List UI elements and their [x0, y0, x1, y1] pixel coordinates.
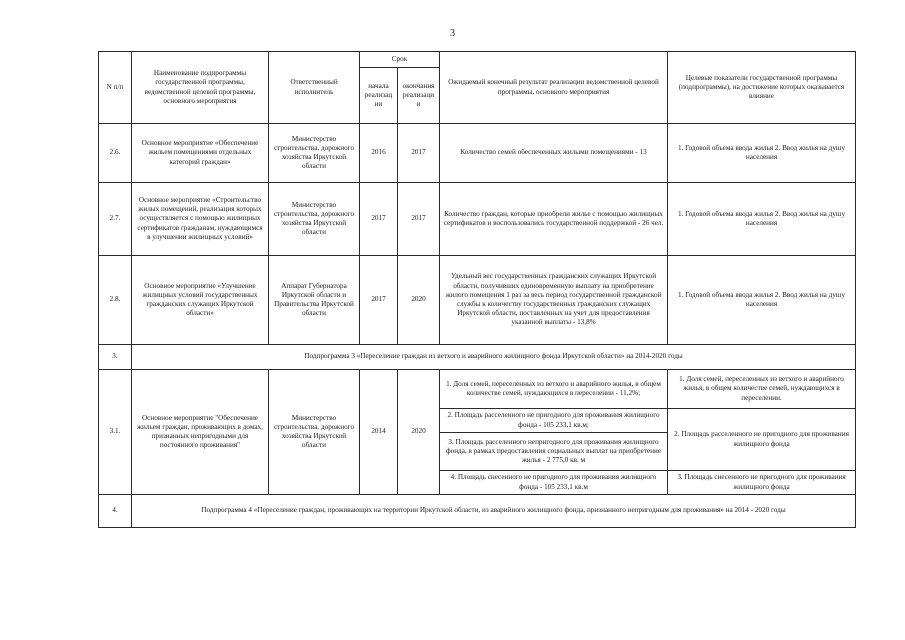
header-end: окончания реализации: [398, 68, 440, 124]
subprogram-row: [99, 495, 856, 528]
row-num: 2.7.: [99, 183, 132, 256]
table-row: [99, 370, 856, 409]
header-result: Ожидаемый конечный результат реализации ведомственной целевой программы, основного мероприятия: [440, 52, 668, 124]
row-indicator-1: 1. Доля семей, переселенных из ветхого и аварийного жилья, в общем количестве семей, нуждающихся в переселении.: [668, 370, 856, 409]
table-row: [99, 183, 856, 256]
row-num: 3.1.: [99, 370, 132, 495]
row-name: Основное мероприятие «Обеспечение жильем помещениями отдельных категорий граждан»: [132, 124, 269, 183]
row-end: 2020: [398, 256, 440, 345]
row-start: 2014: [360, 370, 398, 495]
header-num: N п/п: [99, 52, 132, 124]
row-result-1: 1. Доля семей, переселенных из ветхого и аварийного жилья, в общем количестве семей, нуждающихся в переселении - 11,2%;: [440, 370, 668, 409]
row-start: 2017: [360, 183, 398, 256]
header-name: Наименование подпрограммы государственной программы, ведомственной целевой программы, основного мероприятия: [132, 52, 269, 124]
row-indicators: 1. Годовой объема ввода жилья 2. Ввод жилья на душу населения: [668, 256, 856, 345]
row-num: 2.8.: [99, 256, 132, 345]
header-executor: Ответственный исполнитель: [269, 52, 360, 124]
row-name: Основное мероприятие "Обеспечение жильем граждан, проживающих в домах, признанных непригодными для постоянного проживания": [132, 370, 269, 495]
header-indicators: Целевые показатели государственной программы (подпрограммы), на достижение которых оказывается влияние: [668, 52, 856, 124]
row-executor: Министерство строительства, дорожного хозяйства Иркутской области: [269, 183, 360, 256]
row-result: Удельный вес государственных гражданских служащих Иркутской области, получивших единовременную выплату на приобретение жилого помещения 1 раз за весь период государственной гражданской службы к количеству государственных гражданских служащих Иркутской области, поставленных на учет для предоставления указанной выплаты - 13,8%: [440, 256, 668, 345]
header-start: начала реализации: [360, 68, 398, 124]
row-indicators: 1. Годовой объема ввода жилья 2. Ввод жилья на душу населения: [668, 124, 856, 183]
table-row: [99, 256, 856, 345]
row-result-4: 4. Площадь снесенного не пригодного для проживания жилищного фонда - 105 233,1 кв.м: [440, 471, 668, 495]
row-result: Количество семей обеспеченных жилыми помещениями - 13: [440, 124, 668, 183]
row-start: 2016: [360, 124, 398, 183]
row-indicator-3: 3. Площадь снесенного не пригодного для проживания жилищного фонда: [668, 471, 856, 495]
header-row-1: [99, 52, 856, 68]
row-end: 2017: [398, 183, 440, 256]
row-end: 2020: [398, 370, 440, 495]
program-table: [98, 51, 856, 528]
page-number: 3: [450, 28, 455, 39]
row-num: 3.: [99, 345, 132, 370]
header-term: Срок: [360, 52, 440, 68]
row-name: Основное мероприятие «Строительство жилых помещений, реализация которых осуществляется с помощью жилищных сертификатов гражданам, нуждающимся в улучшении жилищных условий»: [132, 183, 269, 256]
row-result: Количество граждан, которые приобрели жилье с помощью жилищных сертификатов и воспользовались государственной поддержкой - 26 чел.: [440, 183, 668, 256]
row-name: Основное мероприятие «Улучшение жилищных условий государственных гражданских служащих Иркутской области»: [132, 256, 269, 345]
subprogram-row: [99, 345, 856, 370]
row-executor: Аппарат Губернатора Иркутской области и Правительства Иркутской области: [269, 256, 360, 345]
subprogram-title: Подпрограмма 4 «Переселение граждан, проживающих на территории Иркутской области, из аварийного жилищного фонда, признанного непригодным для проживания» на 2014 - 2020 годы: [132, 495, 856, 528]
row-indicator-2: 2. Площадь расселенного не пригодного для проживания жилищного фонда: [668, 409, 856, 471]
row-executor: Министерство строительства, дорожного хозяйства Иркутской области: [269, 370, 360, 495]
row-end: 2017: [398, 124, 440, 183]
row-num: 2.6.: [99, 124, 132, 183]
row-num: 4.: [99, 495, 132, 528]
row-start: 2017: [360, 256, 398, 345]
row-result-2: 2. Площадь расселенного не пригодного для проживания жилищного фонда - 105 233,1 кв.м;: [440, 409, 668, 433]
subprogram-title: Подпрограмма 3 «Переселение граждан из ветхого и аварийного жилищного фонда Иркутской области» на 2014-2020 годы: [132, 345, 856, 370]
row-executor: Министерство строительства, дорожного хозяйства Иркутской области: [269, 124, 360, 183]
table-row: [99, 124, 856, 183]
row-indicators: 1. Годовой объема ввода жилья 2. Ввод жилья на душу населения: [668, 183, 856, 256]
row-result-3: 3. Площадь расселенного непригодного для проживания жилищного фонда, в рамках предоставления социальных выплат на приобретение жилья - 2 775,0 кв. м: [440, 433, 668, 471]
